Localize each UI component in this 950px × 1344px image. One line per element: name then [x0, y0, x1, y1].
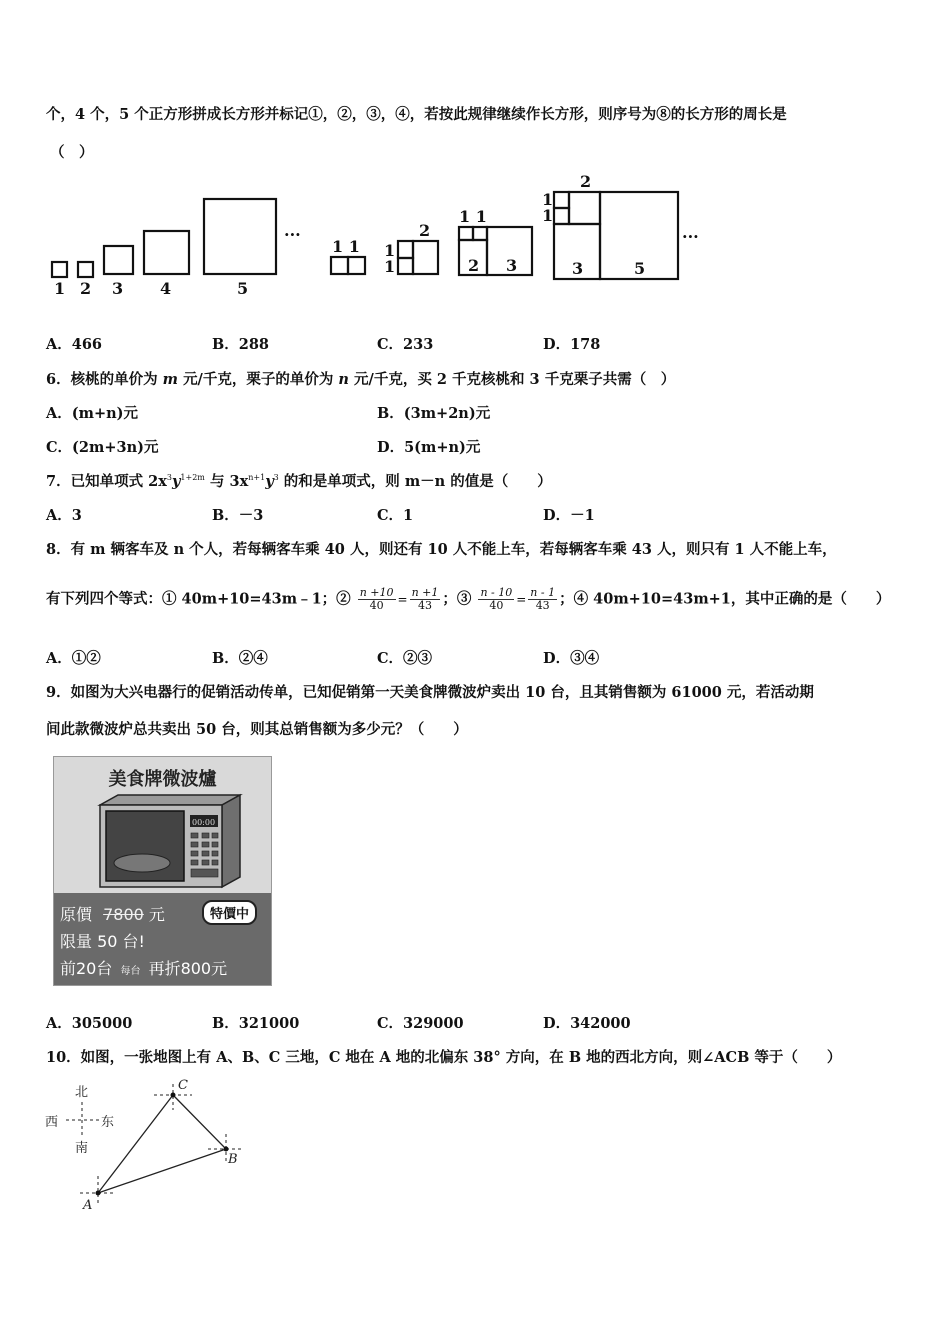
- ellipsis: ···: [682, 227, 699, 246]
- q6-option-b[interactable]: B．(3m+2n)元: [377, 405, 491, 422]
- q5-option-a[interactable]: A．466: [46, 336, 103, 353]
- compass-east-label: 东: [101, 1115, 115, 1130]
- fig-label: 5: [634, 259, 646, 278]
- q7-option-c[interactable]: C．1: [377, 507, 414, 524]
- q6-option-c[interactable]: C．(2m+3n)元: [46, 439, 159, 456]
- fraction: $\frac{n +1}{43}$: [411, 586, 439, 613]
- ad-limit: 限量 50 台!: [60, 932, 145, 951]
- q6-option-a[interactable]: A．(m+n)元: [46, 405, 139, 422]
- fraction: $\frac{n - 10}{40}$: [480, 586, 513, 613]
- q8-stem-line2: 有下列四个等式：① 40m+10=43m﹣1；② $\frac{n +10}{40}$ = $\frac{n +1}{43}$ ；③ $\frac{n - 10}{40}$ = $\frac{n - 1}{43}$ ；④ 40m+10=43m+1，其中正确的是（ ）: [46, 586, 891, 613]
- ad-badge: 特價中: [202, 900, 257, 925]
- fig-label: 1: [384, 257, 396, 276]
- ad-title: 美食牌微波爐: [108, 769, 217, 790]
- fig-label: 2: [419, 221, 431, 240]
- compass-west-label: 西: [45, 1115, 59, 1130]
- ad-original-price: 原價 7800 元: [60, 905, 165, 924]
- q9-stem-line2: 间此款微波炉总共卖出 50 台，则其总销售额为多少元？（ ）: [46, 721, 468, 738]
- q10-stem: 10．如图，一张地图上有 A、B、C 三地，C 地在 A 地的北偏东 38° 方向，在 B 地的西北方向，则∠ACB 等于（ ）: [46, 1049, 842, 1066]
- fig-label: 3: [112, 279, 124, 298]
- q6-option-d[interactable]: D．5(m+n)元: [377, 439, 481, 456]
- microwave-image: [94, 793, 244, 891]
- q5-stem-line1: 个，4 个，5 个正方形拼成长方形并标记①，②，③，④，若按此规律继续作长方形，则序号为⑧的长方形的周长是: [46, 106, 787, 123]
- q7-stem: 7．已知单项式 $2x^3y^{1+2m}$ 与 $3x^{n+1}y^3$ 的和是单项式，则 m－n 的值是（ ）: [46, 473, 552, 490]
- q7-option-b[interactable]: B．－3: [212, 507, 264, 524]
- fig-label: 1: [542, 190, 554, 209]
- fig-label: 1 1: [459, 207, 487, 226]
- q5-stem-line2: （ ）: [50, 144, 94, 161]
- fig-label: 2: [468, 256, 480, 275]
- q5-option-b[interactable]: B．288: [212, 336, 270, 353]
- q7-option-a[interactable]: A．3: [46, 507, 82, 524]
- q9-option-d[interactable]: D．342000: [543, 1015, 631, 1032]
- ad-discount: 前20台 每台 再折800元: [60, 959, 228, 978]
- fraction: $\frac{n +10}{40}$: [359, 586, 394, 613]
- q5-option-d[interactable]: D．178: [543, 336, 601, 353]
- q8-option-b[interactable]: B．②④: [212, 650, 268, 667]
- fig-label: 2: [80, 279, 92, 298]
- q5-option-c[interactable]: C．233: [377, 336, 434, 353]
- fig-label: 2: [580, 172, 592, 191]
- fig-label: 1 1: [332, 237, 360, 256]
- point-a-label: A: [83, 1198, 93, 1213]
- q8-stem-line1: 8．有 m 辆客车及 n 个人，若每辆客车乘 40 人，则还有 10 人不能上车，若每辆客车乘 43 人，则只有 1 人不能上车，: [46, 541, 837, 558]
- compass-south-label: 南: [75, 1141, 89, 1156]
- fig-label: 5: [237, 279, 249, 298]
- q7-option-d[interactable]: D．－1: [543, 507, 595, 524]
- fig-label: 1: [384, 241, 396, 260]
- fig-label: 1: [542, 206, 554, 225]
- fig-label: 1: [54, 279, 66, 298]
- q10-map-figure: [40, 1076, 260, 1216]
- fig-label: 4: [160, 279, 172, 298]
- q9-option-a[interactable]: A．305000: [46, 1015, 133, 1032]
- q8-option-d[interactable]: D．③④: [543, 650, 600, 667]
- q9-option-c[interactable]: C．329000: [377, 1015, 464, 1032]
- microwave-ad: [53, 756, 272, 986]
- fig-label: 3: [572, 259, 584, 278]
- q8-option-a[interactable]: A．①②: [46, 650, 101, 667]
- fig-label: 3: [506, 256, 518, 275]
- q9-stem-line1: 9．如图为大兴电器行的促销活动传单，已知促销第一天美食牌微波炉卖出 10 台，且其销售额为 61000 元，若活动期: [46, 684, 814, 701]
- q8-option-c[interactable]: C．②③: [377, 650, 433, 667]
- ellipsis: ···: [284, 225, 301, 244]
- microwave-clock: 00:00: [192, 818, 216, 827]
- q6-stem: 6．核桃的单价为 m 元/千克，栗子的单价为 n 元/千克，买 2 千克核桃和 3 千克栗子共需（ ）: [46, 371, 676, 388]
- compass-north-label: 北: [75, 1085, 89, 1100]
- point-b-label: B: [228, 1152, 238, 1167]
- q9-option-b[interactable]: B．321000: [212, 1015, 300, 1032]
- point-c-label: C: [178, 1078, 188, 1093]
- q5-figure: [40, 170, 720, 300]
- fraction: $\frac{n - 1}{43}$: [530, 586, 556, 613]
